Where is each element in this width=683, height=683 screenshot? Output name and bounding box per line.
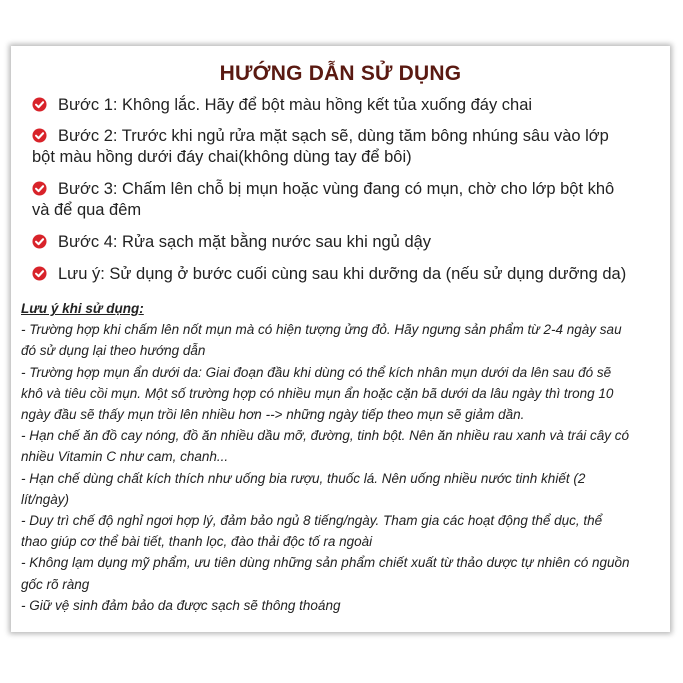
step-text-line-2: bột màu hồng dưới đáy chai(không dùng tay để bôi) — [32, 148, 412, 166]
check-circle-icon — [32, 266, 47, 281]
usage-notes — [21, 298, 661, 616]
step-text: Bước 1: Không lắc. Hãy để bột màu hồng kết tủa xuống đáy chai — [58, 96, 533, 114]
note-line: khô và tiêu cồi mụn. Một số trường hợp có nhiều mụn ẩn hoặc cặn bã dưới da lâu ngày thì trong 10 — [21, 385, 614, 401]
check-circle-icon — [32, 181, 47, 196]
check-circle-icon — [32, 97, 47, 112]
note-line: - Hạn chế dùng chất kích thích như uống bia rượu, thuốc lá. Nên uống nhiều nước tinh khiết (2 — [21, 470, 586, 486]
step-text-line-1: Bước 3: Chấm lên chỗ bị mụn hoặc vùng đang có mụn, chờ cho lớp bột khô — [58, 180, 615, 198]
step-text: Lưu ý: Sử dụng ở bước cuối cùng sau khi dưỡng da (nếu sử dụng dưỡng da) — [58, 265, 627, 283]
note-line: nhiều Vitamin C như cam, chanh... — [21, 449, 229, 465]
note-line: - Giữ vệ sinh đảm bảo da được sạch sẽ thông thoáng — [21, 597, 341, 613]
note-line: - Trường hợp khi chấm lên nốt mụn mà có hiện tượng ửng đỏ. Hãy ngưng sản phẩm từ 2-4 ngày sau — [21, 322, 622, 338]
page-title: HƯỚNG DẪN SỬ DỤNG — [219, 62, 462, 85]
note-line: thao giúp cơ thể bài tiết, thanh lọc, đào thải độc tố ra ngoài — [21, 534, 373, 550]
note-line: - Hạn chế ăn đồ cay nóng, đồ ăn nhiều dầu mỡ, đường, tinh bột. Nên ăn nhiều rau xanh và trái cây có — [21, 428, 630, 444]
note-line: gốc rõ ràng — [21, 576, 90, 592]
note-line: lít/ngày) — [21, 491, 70, 507]
check-circle-icon — [32, 234, 47, 249]
note-line: - Duy trì chế độ nghỉ ngơi hợp lý, đảm bảo ngủ 8 tiếng/ngày. Tham gia các hoạt động thể dục, thể — [21, 513, 603, 529]
check-circle-icon — [32, 128, 47, 143]
step-text-line-1: Bước 2: Trước khi ngủ rửa mặt sạch sẽ, dùng tăm bông nhúng sâu vào lớp — [58, 127, 609, 145]
note-line: đó sử dụng lại theo hướng dẫn — [21, 343, 206, 359]
note-line: - Không lạm dụng mỹ phẩm, ưu tiên dùng những sản phẩm chiết xuất từ thảo dược tự nhiên có nguồn — [21, 555, 630, 571]
note-line: ngày đầu sẽ thấy mụn trồi lên nhiều hơn --> những ngày tiếp theo mụn sẽ giảm dần. — [21, 407, 525, 423]
note-line: - Trường hợp mụn ẩn dưới da: Giai đoạn đầu khi dùng có thể kích nhân mụn dưới da lên sau đó sẽ — [21, 364, 612, 380]
step-text-line-2: và để qua đêm — [32, 201, 142, 219]
instructions-card — [11, 46, 670, 632]
notes-heading: Lưu ý khi sử dụng: — [21, 301, 144, 316]
step-text: Bước 4: Rửa sạch mặt bằng nước sau khi ngủ dậy — [58, 233, 432, 251]
